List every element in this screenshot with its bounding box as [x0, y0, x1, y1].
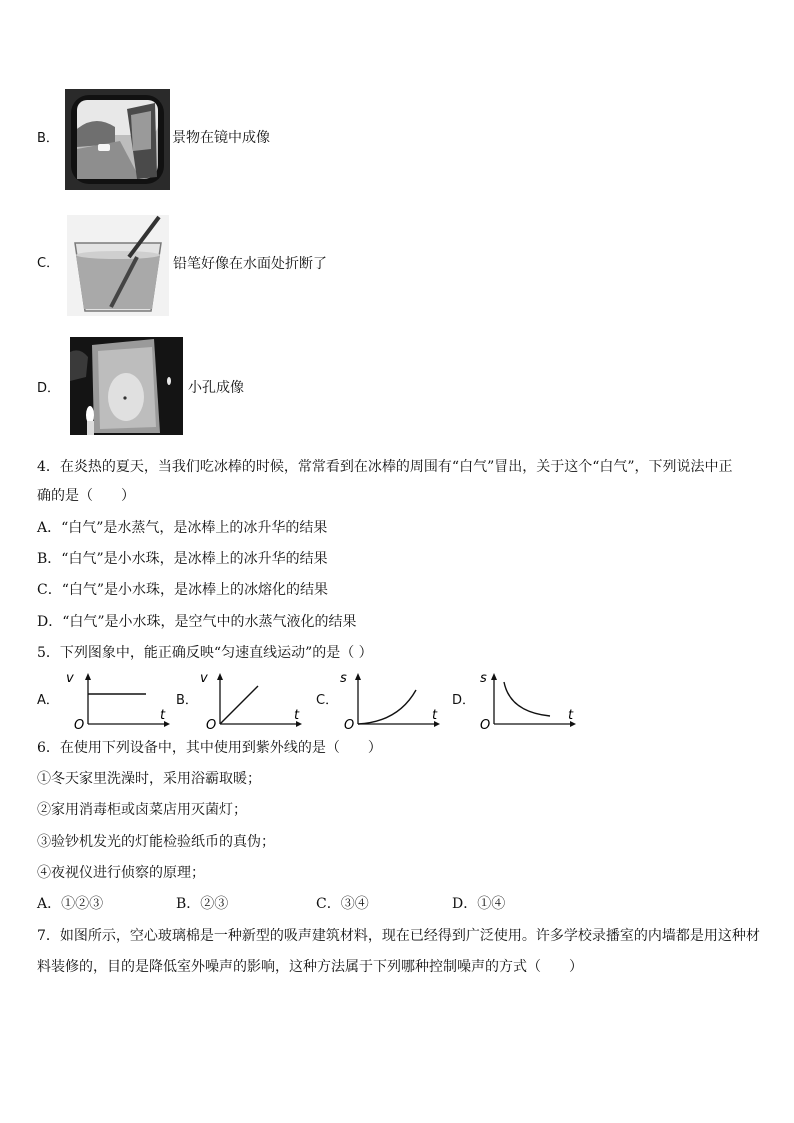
q5-graph-b-origin: O [206, 718, 217, 730]
q6-stem: 6．在使用下列设备中，其中使用到紫外线的是（ ） [37, 740, 382, 756]
q5-option-letter-a: A． [37, 693, 59, 708]
q6-option-a: A．①②③ [37, 896, 104, 912]
option-text-b: 景物在镜中成像 [172, 130, 270, 146]
q5-graph-d-y-label: s [480, 672, 487, 686]
q6-option-c: C．③④ [316, 896, 369, 912]
q6-item-4: ④夜视仪进行侦察的原理； [37, 865, 205, 881]
q5-graph-a-origin: O [74, 718, 85, 730]
q4-stem-line2: 确的是（ ） [37, 488, 135, 504]
q5-option-letter-b: B． [176, 693, 198, 708]
q5-graph-d-origin: O [480, 718, 491, 730]
q5-graph-b-y-label: v [200, 672, 208, 686]
option-text-c: 铅笔好像在水面处折断了 [173, 256, 327, 272]
q5-option-letter-c: C． [316, 693, 339, 708]
q5-graph-c-y-label: s [340, 672, 347, 686]
q5-graph-d-x-label: t [568, 708, 574, 723]
q6-option-b: B．②③ [176, 896, 229, 912]
q6-item-2: ②家用消毒柜或卤菜店用灭菌灯； [37, 802, 247, 818]
q5-graph-c-x-label: t [432, 708, 438, 723]
q5-graph-b-x-label: t [294, 708, 300, 723]
q4-option-d: D．“白气”是小水珠，是空气中的水蒸气液化的结果 [37, 614, 357, 630]
option-letter-b: B． [37, 131, 59, 146]
pencil-in-water-photo [67, 215, 169, 316]
pinhole-candle-photo [70, 337, 183, 435]
q4-stem-line1: 4．在炎热的夏天，当我们吃冰棒的时候，常常看到在冰棒的周围有“白气”冒出，关于这个“白气”，下列说法中正 [37, 459, 733, 475]
q5-graph-b [200, 672, 306, 730]
q5-graph-a-x-label: t [160, 708, 166, 723]
q6-item-3: ③验钞机发光的灯能检验纸币的真伪； [37, 834, 275, 850]
q5-stem: 5．下列图象中，能正确反映“匀速直线运动”的是（ ） [37, 645, 373, 661]
option-letter-c: C． [37, 256, 60, 271]
q5-graph-d [474, 672, 580, 730]
q4-option-b: B．“白气”是小水珠，是冰棒上的冰升华的结果 [37, 551, 328, 567]
q4-option-c: C．“白气”是小水珠，是冰棒上的冰熔化的结果 [37, 582, 329, 598]
q7-stem-line1: 7．如图所示，空心玻璃棉是一种新型的吸声建筑材料，现在已经得到广泛使用。许多学校录播室的内墙都是用这种材 [37, 928, 760, 944]
q5-graph-a [64, 672, 170, 730]
q6-item-1: ①冬天家里洗澡时，采用浴霸取暖； [37, 771, 261, 787]
q5-graph-c [338, 672, 444, 730]
q5-graph-c-origin: O [344, 718, 355, 730]
option-text-d: 小孔成像 [188, 380, 244, 396]
car-side-mirror-photo [65, 89, 170, 190]
q5-option-letter-d: D． [452, 693, 476, 708]
q7-stem-line2: 料装修的，目的是降低室外噪声的影响，这种方法属于下列哪种控制噪声的方式（ ） [37, 959, 583, 975]
q5-graph-a-y-label: v [66, 672, 74, 686]
q6-option-d: D．①④ [452, 896, 506, 912]
q4-option-a: A．“白气”是水蒸气，是冰棒上的冰升华的结果 [37, 520, 328, 536]
option-letter-d: D． [37, 381, 61, 396]
